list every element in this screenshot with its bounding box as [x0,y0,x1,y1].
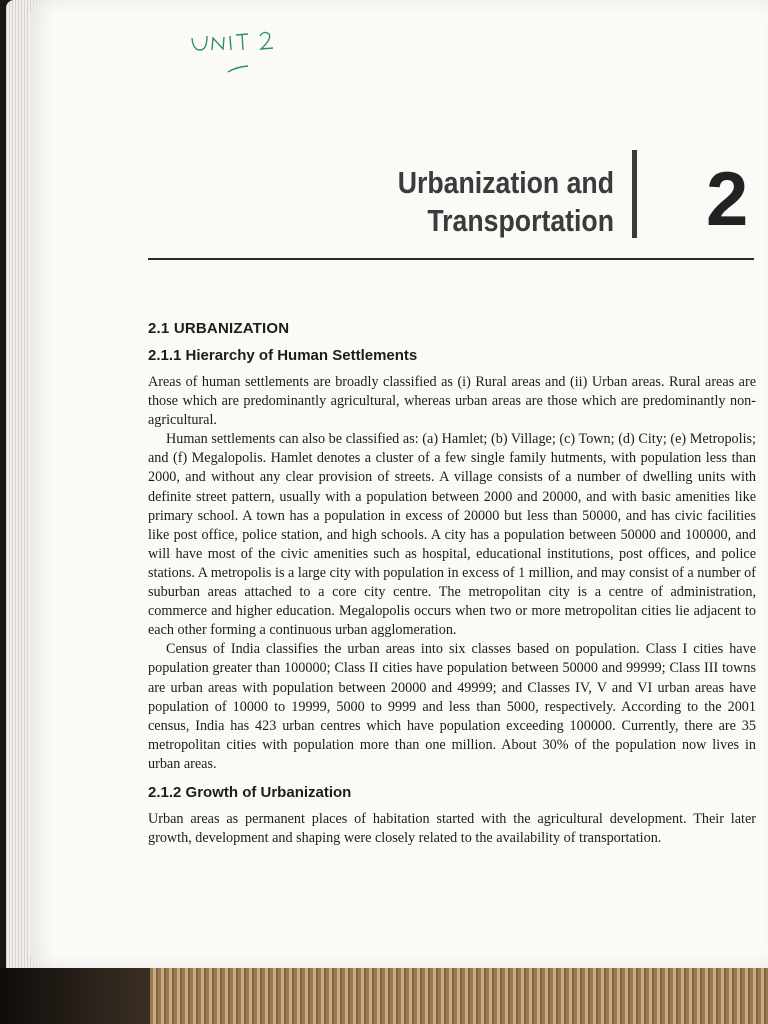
table-surface [150,968,768,1024]
paragraph: Areas of human settlements are broadly classified as (i) Rural areas and (ii) Urban areas. Rural areas are those which are predominantly agricultural, whereas urban areas are those which are predominantly non-agricultural. [148,374,756,429]
page-body [148,320,756,848]
subsection-heading-hierarchy: 2.1.1 Hierarchy of Human Settlements [148,347,418,364]
title-rule [148,258,754,260]
table-surface-dark [0,968,150,1024]
chapter-title-line2: Transportation [427,203,614,238]
chapter-title-line1: Urbanization and [397,165,614,200]
paragraph: Urban areas as permanent places of habitation started with the agricultural development. Their later growth, development and shaping were closely related to the availability of transportation. [148,810,756,847]
chapter-number: 2 [706,157,749,242]
chapter-title [378,164,614,240]
paragraph: Census of India classifies the urban areas into six classes based on population. Class I cities have population greater than 100000; Class II cities have population between 50000 and 99999; Class III towns are urban areas with population between 20000 and 49999; and Classes IV, V and VI urban areas have population of 10000 to 19999, 5000 to 9999 and less than 5000, respectively. According to the 2001 census, India has 423 urban centres which have population exceeding 100000. Currently, there are 35 metropolitan cities with population more than one million. About 30% of the population now lives in urban areas. [148,641,756,772]
title-divider-bar [632,150,637,238]
handwritten-unit-note [190,26,300,86]
section-heading: 2.1 URBANIZATION [148,320,290,337]
subsection-heading-growth: 2.1.2 Growth of Urbanization [148,783,352,801]
paragraph: Human settlements can also be classified as: (a) Hamlet; (b) Village; (c) Town; (d) City; (e) Metropolis; and (f) Megalopolis. Hamlet denotes a cluster of a few single family hutments, with population less than 2000, and without any clear provision of streets. A village consists of a number of dwelling units with definite street pattern, usually with a population between 2000 and 20000, and with basic amenities like primary school. A town has a population in excess of 20000 but less than 50000, and has civic facilities like post office, police station, and high schools. A city has a population between 50000 and 100000, and will have most of the civic amenities such as hospital, educational institutions, post offices, and police stations. A metropolis is a large city with population in excess of 1 million, and may consist of a number of suburban areas attached to a core city centre. The metropolitan city is a centre of administration, commerce and higher education. Megalopolis occurs when two or more metropolitan cities lie adjacent to each other forming a continuous urban agglomeration. [148,431,756,639]
